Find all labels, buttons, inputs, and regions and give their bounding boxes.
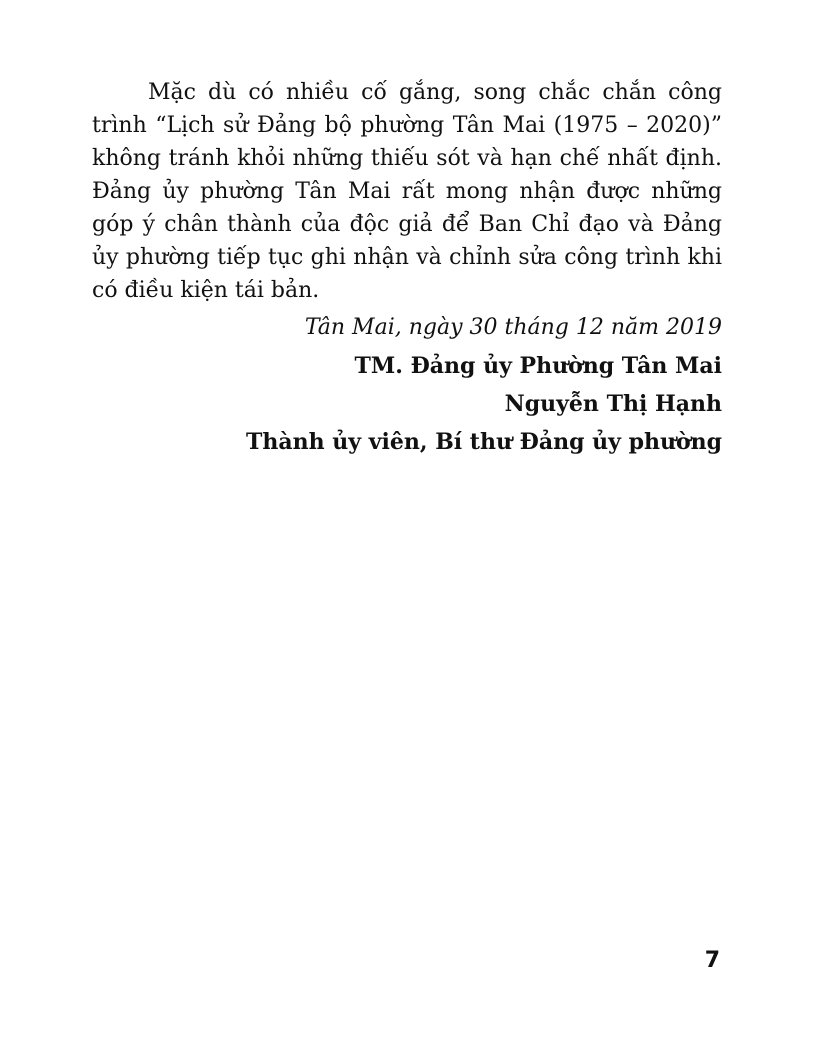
signer-name: Nguyễn Thị Hạnh	[504, 391, 722, 417]
closing-paragraph: Mặc dù có nhiều cố gắng, song chắc chắn công trình “Lịch sử Đảng bộ phường Tân Mai (1975 – 2020)” không tránh khỏi những thiếu sót và hạn chế nhất định. Đảng ủy phường Tân Mai rất mong nhận được những góp ý chân thành của độc giả để Ban Chỉ đạo và Đảng ủy phường tiếp tục ghi nhận và chỉnh sửa công trình khi có điều kiện tái bản.	[92, 80, 722, 303]
document-page	[92, 76, 722, 461]
on-behalf-line: TM. Đảng ủy Phường Tân Mai	[354, 353, 722, 379]
signature-block	[92, 309, 722, 461]
date-place: Tân Mai, ngày 30 tháng 12 năm 2019	[304, 315, 722, 340]
page-number: 7	[704, 948, 720, 973]
signer-position: Thành ủy viên, Bí thư Đảng ủy phường	[246, 429, 722, 455]
